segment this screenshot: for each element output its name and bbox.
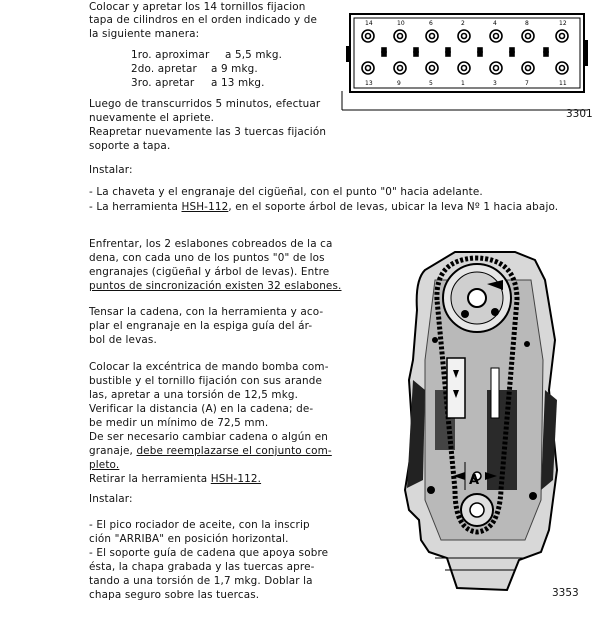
step2-value: a 9 mkg. xyxy=(211,63,258,75)
step1-value: a 5,5 mkg. xyxy=(225,49,283,61)
para3-line1: Enfrentar, los 2 eslabones cobreados de la ca xyxy=(89,238,333,250)
step1-label: 1ro. aproximar xyxy=(131,49,210,61)
bolt-order-label: 2 xyxy=(461,20,465,27)
cylinder-head-figure xyxy=(340,6,590,116)
bolt-order-label: 9 xyxy=(397,80,401,87)
bolt-order-label: 5 xyxy=(429,80,433,87)
head-stud-mark xyxy=(446,52,450,56)
step3-label: 3ro. apretar xyxy=(131,77,195,89)
head-stud-mark xyxy=(478,52,482,56)
para4-line2: plar el engranaje en la espiga guía del ár- xyxy=(89,320,313,332)
timing-chain-figure xyxy=(395,240,565,600)
para6-line5: tando a una torsión de 1,7 mkg. Doblar la xyxy=(89,575,313,587)
para1-line2: tapa de cilindros en el orden indicado y de xyxy=(89,14,318,26)
bolt-order-label: 10 xyxy=(397,20,405,27)
para2-line4: soporte a tapa. xyxy=(89,140,171,152)
bolt-order-label: 13 xyxy=(365,80,373,87)
step2-label: 2do. apretar xyxy=(131,63,197,75)
instalar-heading-2: Instalar: xyxy=(89,493,133,505)
bolt-order-label: 3 xyxy=(493,80,497,87)
para1-line1: Colocar y apretar los 14 tornillos fijacion xyxy=(89,1,306,13)
para6-line1: - El pico rociador de aceite, con la inscrip xyxy=(89,519,310,531)
bolt-order-label: 12 xyxy=(559,20,567,27)
bolt-order-label: 8 xyxy=(525,20,529,27)
para4-line1: Tensar la cadena, con la herramienta y aco- xyxy=(89,306,324,318)
para5-line7: granaje, debe reemplazarse el conjunto com- xyxy=(89,445,332,457)
para6-line4: ésta, la chapa grabada y las tuercas apre- xyxy=(89,561,315,573)
para2-line3: Reapretar nuevamente las 3 tuercas fijación xyxy=(89,126,327,138)
para3-line2: dena, con cada uno de los puntos "0" de los xyxy=(89,252,325,264)
bolt-order-label: 11 xyxy=(559,80,567,87)
head-stud-mark xyxy=(414,52,418,56)
bolt-order-label: 4 xyxy=(493,20,497,27)
para5-line2: bustible y el tornillo fijación con sus arande xyxy=(89,375,322,387)
para1-line3: la siguiente manera: xyxy=(89,28,200,40)
install-item-2: - La herramienta HSH-112, en el soporte árbol de levas, ubicar la leva Nº 1 hacia abajo. xyxy=(89,201,559,213)
head-stud-mark xyxy=(510,52,514,56)
para5-line6: De ser necesario cambiar cadena o algún en xyxy=(89,431,328,443)
para5-line8: pleto. xyxy=(89,459,120,471)
figure-number-3301: 3301 xyxy=(566,108,593,120)
bolt-order-label: 7 xyxy=(525,80,529,87)
para6-line3: - El soporte guía de cadena que apoya sobre xyxy=(89,547,329,559)
para6-line6: chapa seguro sobre las tuercas. xyxy=(89,589,260,601)
head-stud-mark xyxy=(382,52,386,56)
bolt-order-label: 14 xyxy=(365,20,373,27)
para4-line3: bol de levas. xyxy=(89,334,157,346)
para5-line4: Verificar la distancia (A) en la cadena; de- xyxy=(89,403,314,415)
bolt-order-label: 6 xyxy=(429,20,433,27)
step3-value: a 13 mkg. xyxy=(211,77,265,89)
para5-line5: be medir un mínimo de 72,5 mm. xyxy=(89,417,269,429)
figure-number-3353: 3353 xyxy=(552,587,579,599)
bolt-order-label: 1 xyxy=(461,80,465,87)
para2-line2: nuevamente el apriete. xyxy=(89,112,215,124)
dimension-a-label: A xyxy=(469,473,480,488)
para5-line9: Retirar la herramienta HSH-112. xyxy=(89,473,262,485)
install-item-1: - La chaveta y el engranaje del cigüeñal, con el punto "0" hacia adelante. xyxy=(89,186,483,198)
para5-line3: las, apretar a una torsión de 12,5 mkg. xyxy=(89,389,299,401)
instalar-heading-1: Instalar: xyxy=(89,164,133,176)
head-stud-mark xyxy=(544,52,548,56)
para6-line2: ción "ARRIBA" en posición horizontal. xyxy=(89,533,289,545)
para2-line1: Luego de transcurridos 5 minutos, efectuar xyxy=(89,98,321,110)
para3-line3: engranajes (cigüeñal y árbol de levas). Entre xyxy=(89,266,330,278)
para3-line4: puntos de sincronización existen 32 eslabones. xyxy=(89,280,342,292)
para5-line1: Colocar la excéntrica de mando bomba com- xyxy=(89,361,329,373)
